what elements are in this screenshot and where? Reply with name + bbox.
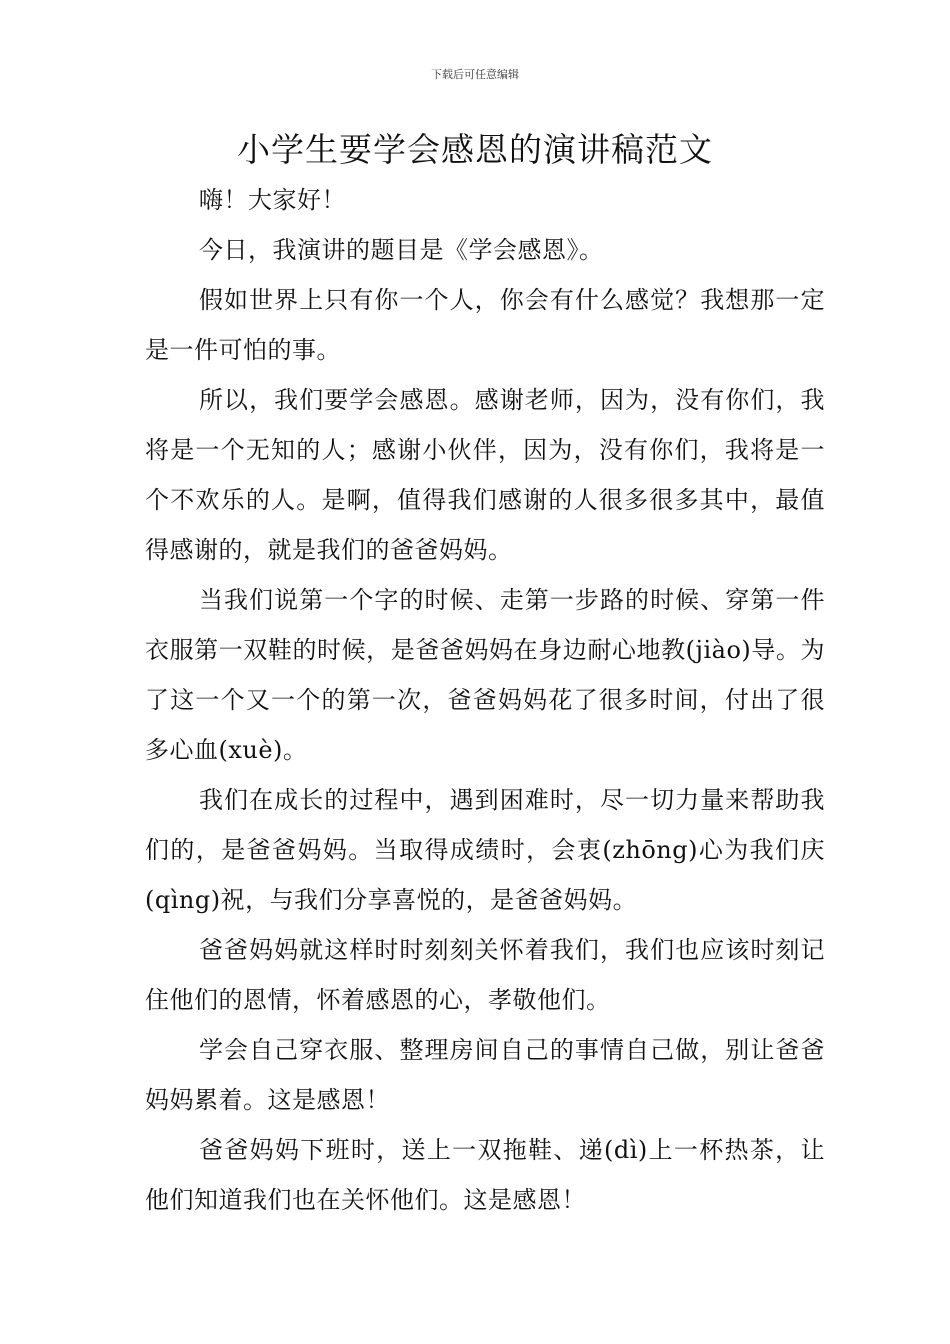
paragraph: 我们在成长的过程中，遇到困难时，尽一切力量来帮助我们的，是爸爸妈妈。当取得成绩时，会衷(zhōng)心为我们庆(qìng)祝，与我们分享喜悦的，是爸爸妈妈。 — [145, 786, 825, 914]
document-title: 小学生要学会感恩的演讲稿范文 — [237, 130, 713, 169]
paragraph: 假如世界上只有你一个人，你会有什么感觉？我想那一定是一件可怕的事。 — [145, 286, 825, 364]
header-note: 下载后可任意编辑 — [431, 68, 519, 81]
document-body — [145, 175, 825, 1225]
paragraph: 当我们说第一个字的时候、走第一步路的时候、穿第一件衣服第一双鞋的时候，是爸爸妈妈在身边耐心地教(jiào)导。为了这一个又一个的第一次，爸爸妈妈花了很多时间，付出了很多心血(xuè)。 — [145, 586, 825, 764]
paragraph: 爸爸妈妈下班时，送上一双拖鞋、递(dì)上一杯热茶，让他们知道我们也在关怀他们。这是感恩！ — [145, 1136, 825, 1214]
paragraph: 今日，我演讲的题目是《学会感恩》。 — [199, 236, 604, 264]
paragraph: 嗨！大家好！ — [199, 186, 346, 214]
paragraph: 爸爸妈妈就这样时时刻刻关怀着我们，我们也应该时刻记住他们的恩情，怀着感恩的心，孝敬他们。 — [145, 936, 825, 1014]
paragraph: 学会自己穿衣服、整理房间自己的事情自己做，别让爸爸妈妈累着。这是感恩！ — [145, 1036, 825, 1114]
paragraph: 所以，我们要学会感恩。感谢老师，因为，没有你们，我将是一个无知的人；感谢小伙伴，因为，没有你们，我将是一个不欢乐的人。是啊，值得我们感谢的人很多很多其中，最值得感谢的，就是我们的爸爸妈妈。 — [145, 386, 825, 564]
